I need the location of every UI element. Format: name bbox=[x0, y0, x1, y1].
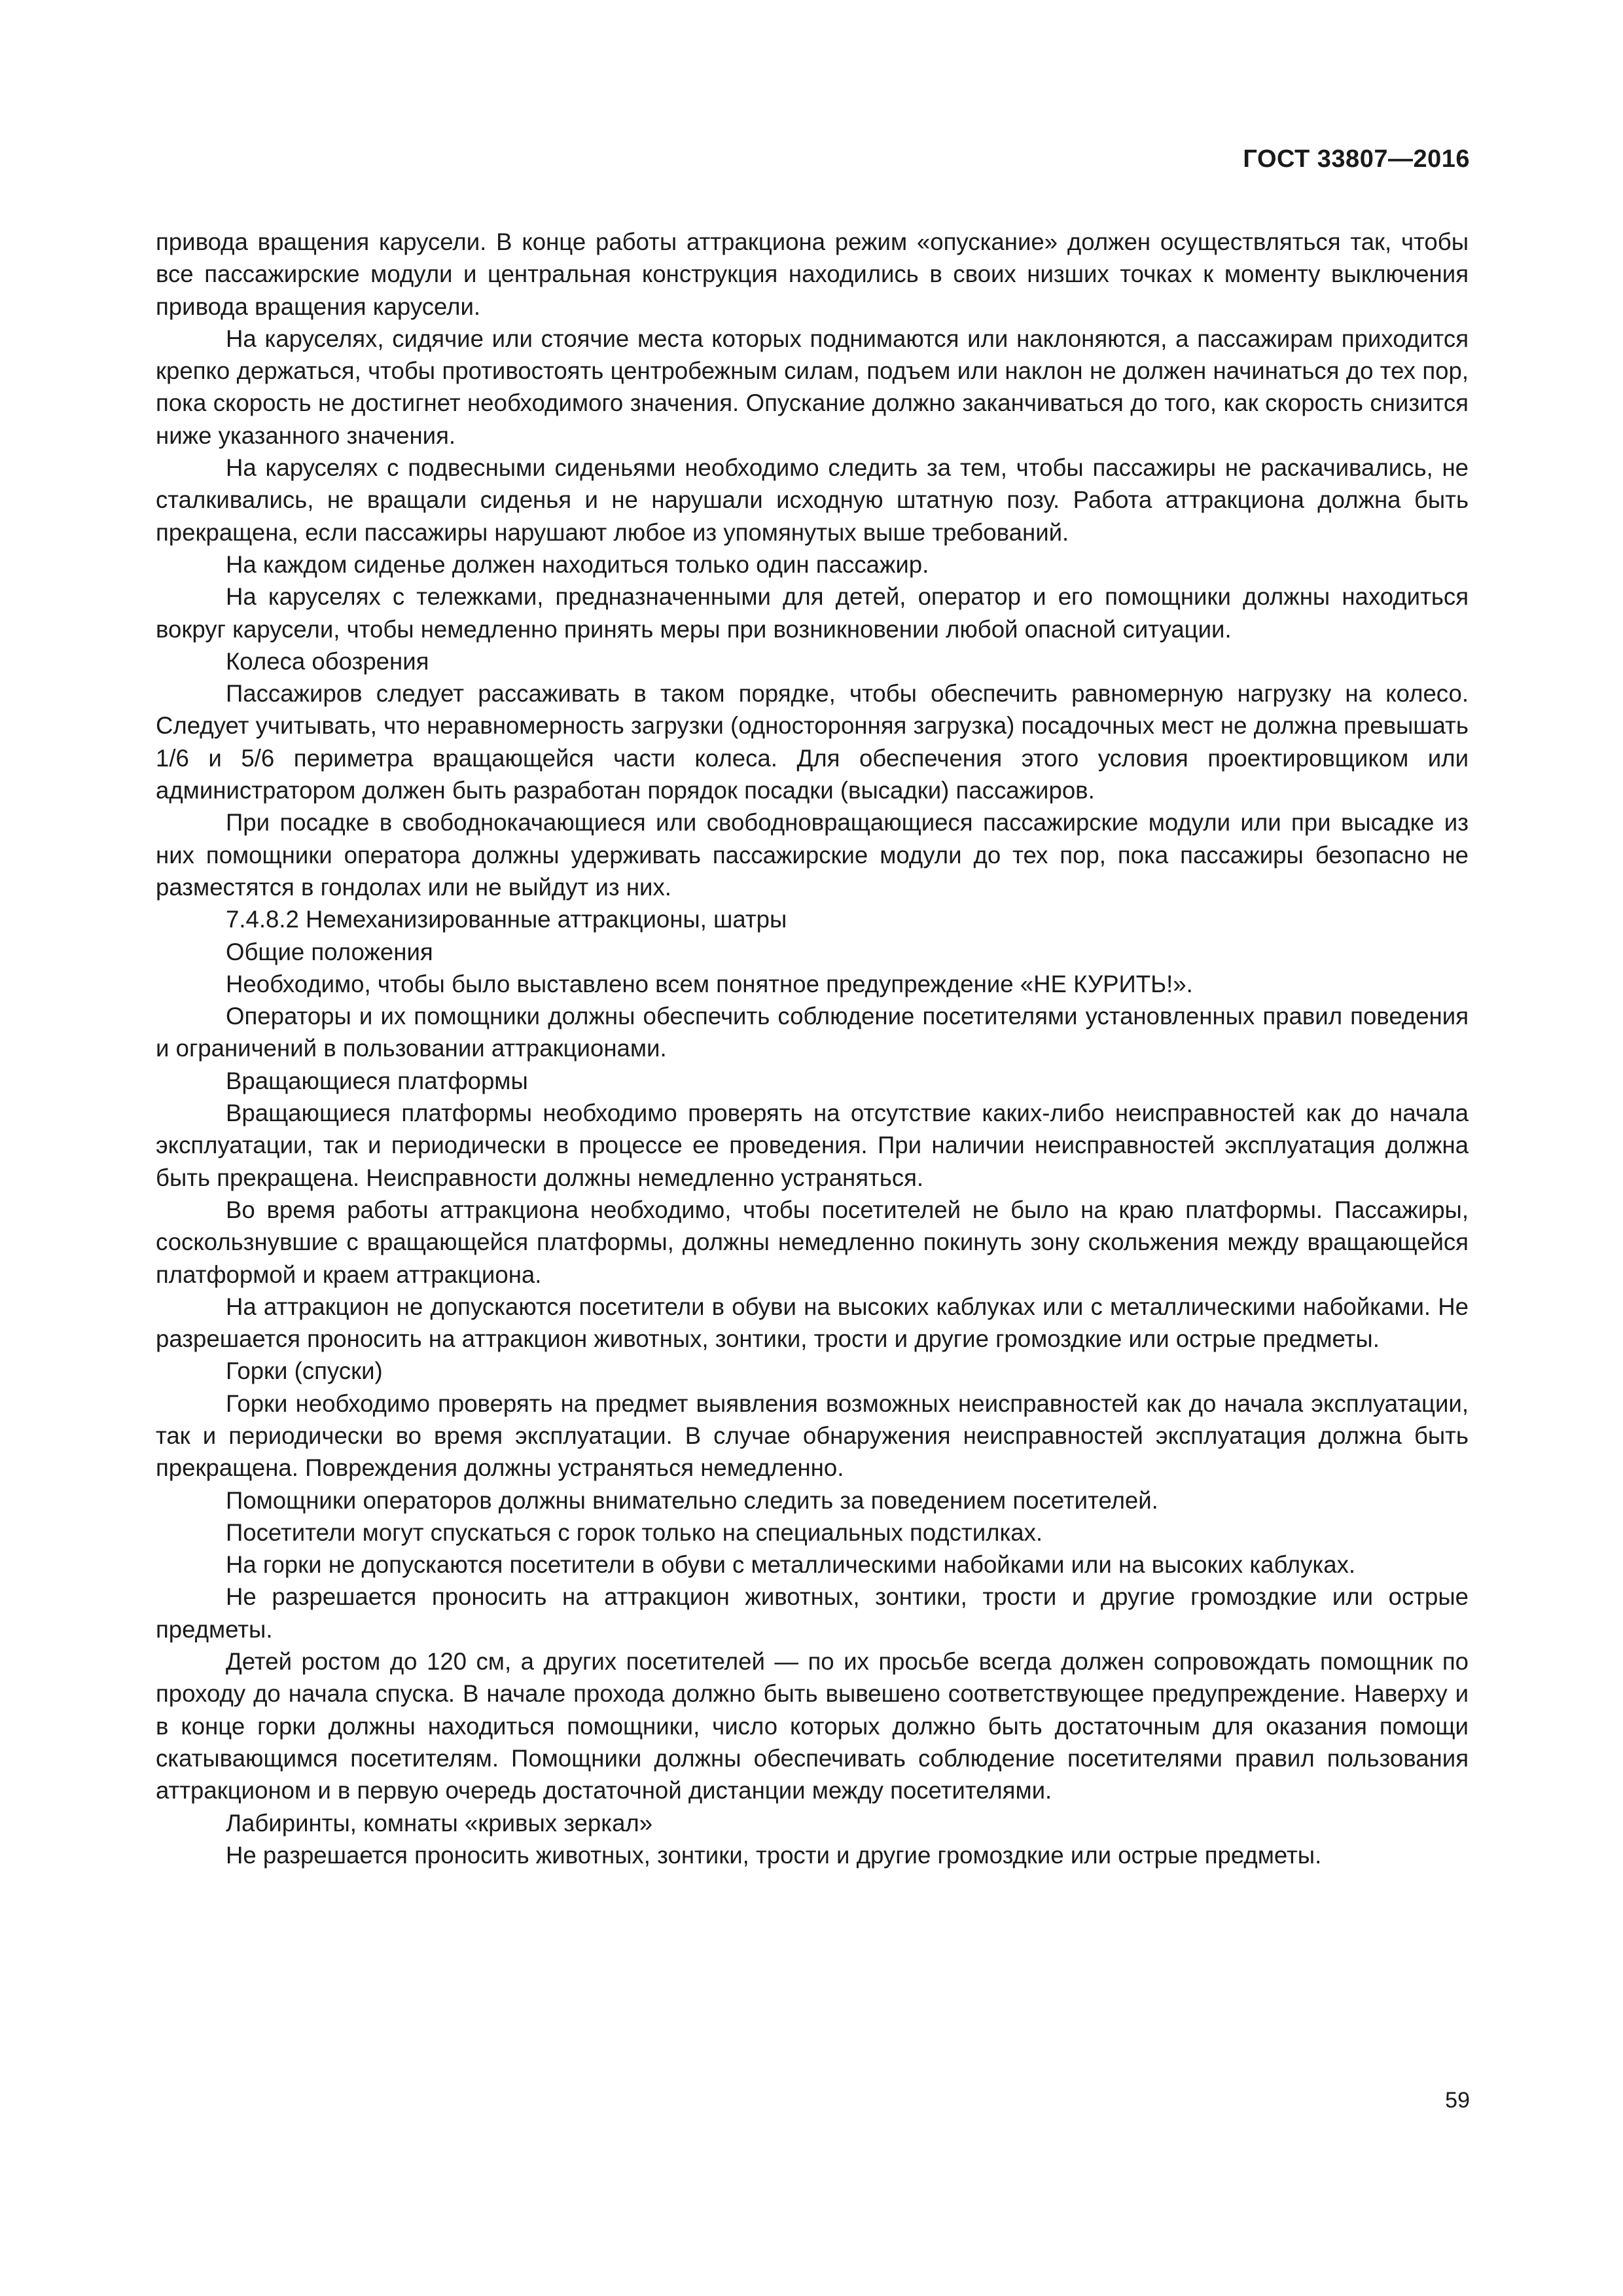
paragraph: Операторы и их помощники должны обеспечить соблюдение посетителями установленных правил поведения и ограничений в пользовании аттракционами. bbox=[156, 1003, 1469, 1062]
paragraph: Пассажиров следует рассаживать в таком порядке, чтобы обеспечить равномерную нагрузку на колесо. Следует учитывать, что неравномерность загрузки (односторонняя загрузка) посадочных мест не должна превышать 1/6 и 5/6 периметра вращающейся части колеса. Для обеспечения этого условия проектировщиком или администратором должен быть разработан порядок посадки (высадки) пассажиров. bbox=[156, 680, 1469, 804]
paragraph: Не разрешается проносить животных, зонтики, трости и другие громоздкие или острые предметы. bbox=[226, 1841, 1322, 1869]
paragraph: На горки не допускаются посетители в обуви с металлическими набойками или на высоких каблуках. bbox=[226, 1551, 1356, 1579]
paragraph: Необходимо, чтобы было выставлено всем понятное предупреждение «НЕ КУРИТЬ!». bbox=[226, 970, 1193, 997]
section-heading-labyrinths: Лабиринты, комнаты «кривых зеркал» bbox=[226, 1809, 653, 1837]
paragraph: Во время работы аттракциона необходимо, чтобы посетителей не было на краю платформы. Пассажиры, соскользнувшие с вращающейся платформы, должны немедленно покинуть зону скольжения между вращающейся платформой и краем аттракциона. bbox=[156, 1196, 1469, 1288]
section-heading-7-4-8-2: 7.4.8.2 Немеханизированные аттракционы, шатры bbox=[226, 906, 787, 933]
paragraph: Не разрешается проносить на аттракцион животных, зонтики, трости и другие громоздкие или острые предметы. bbox=[156, 1583, 1469, 1643]
paragraph: На каждом сиденье должен находиться только один пассажир. bbox=[226, 550, 929, 578]
page-number: 59 bbox=[1445, 2088, 1470, 2113]
section-heading-slides: Горки (спуски) bbox=[226, 1357, 383, 1385]
paragraph: Вращающиеся платформы необходимо проверять на отсутствие каких-либо неисправностей как до начала эксплуатации, так и периодически в процессе ее проведения. При наличии неисправностей эксплуатация должна быть прекращена. Неисправности должны немедленно устраняться. bbox=[156, 1100, 1469, 1191]
paragraph: На каруселях с подвесными сиденьями необходимо следить за тем, чтобы пассажиры не раскачивались, не сталкивались, не вращали сиденья и не нарушали исходную штатную позу. Работа аттракциона должна быть прекращена, если пассажиры нарушают любое из упомянутых выше требований. bbox=[156, 454, 1469, 546]
paragraph: Посетители могут спускаться с горок только на специальных подстилках. bbox=[226, 1518, 1043, 1546]
paragraph: привода вращения карусели. В конце работы аттракциона режим «опускание» должен осуществляться так, чтобы все пассажирские модули и центральная конструкция находились в своих низших точках к моменту выключения привода вращения карусели. bbox=[156, 228, 1469, 320]
paragraph: Горки необходимо проверять на предмет выявления возможных неисправностей как до начала эксплуатации, так и периодически во время эксплуатации. В случае обнаружения неисправностей эксплуатация должна быть прекращена. Повреждения должны устраняться немедленно. bbox=[156, 1390, 1469, 1482]
paragraph: Детей ростом до 120 см, а других посетителей — по их просьбе всегда должен сопровождать помощник по проходу до начала спуска. В начале прохода должно быть вывешено соответствующее предупреждение. Наверху и в конце горки должны находиться помощники, число которых должно быть достаточным для оказания помощи скатывающимся посетителям. Помощники должны обеспечивать соблюдение посетителями правил пользования аттракционом и в первую очередь достаточной дистанции между посетителями. bbox=[156, 1648, 1469, 1804]
section-heading-general: Общие положения bbox=[226, 938, 433, 965]
paragraph: На каруселях с тележками, предназначенными для детей, оператор и его помощники должны находиться вокруг карусели, чтобы немедленно принять меры при возникновении любой опасной ситуации. bbox=[156, 583, 1469, 643]
paragraph: На аттракцион не допускаются посетители в обуви на высоких каблуках или с металлическими набойками. Не разрешается проносить на аттракцион животных, зонтики, трости и другие громоздкие или острые предметы. bbox=[156, 1293, 1469, 1353]
section-heading-ferris-wheels: Колеса обозрения bbox=[226, 647, 429, 675]
document-body bbox=[156, 226, 1469, 1871]
document-header-title: ГОСТ 33807—2016 bbox=[1243, 145, 1470, 173]
paragraph: Помощники операторов должны внимательно следить за поведением посетителей. bbox=[226, 1486, 1158, 1514]
section-heading-rotating-platforms: Вращающиеся платформы bbox=[226, 1067, 528, 1094]
paragraph: На каруселях, сидячие или стоячие места которых поднимаются или наклоняются, а пассажирам приходится крепко держаться, чтобы противостоять центробежным силам, подъем или наклон не должен начинаться до тех пор, пока скорость не достигнет необходимого значения. Опускание должно заканчиваться до того, как скорость снизится ниже указанного значения. bbox=[156, 325, 1469, 449]
paragraph: При посадке в свободнокачающиеся или свободновращающиеся пассажирские модули или при высадке из них помощники оператора должны удерживать пассажирские модули до тех пор, пока пассажиры безопасно не разместятся в гондолах или не выйдут из них. bbox=[156, 809, 1469, 901]
